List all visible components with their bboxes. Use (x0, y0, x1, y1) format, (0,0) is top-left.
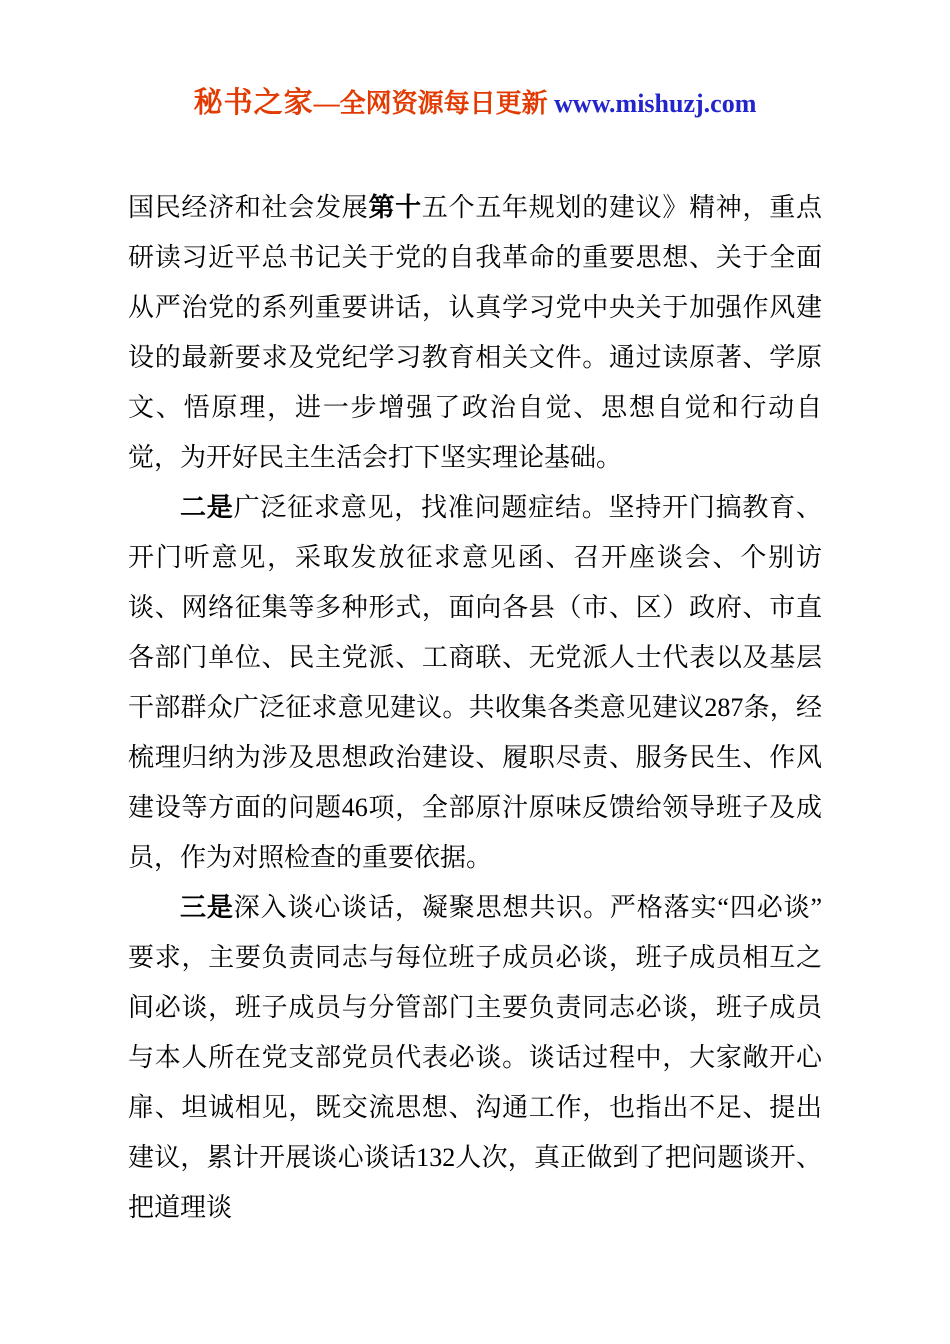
document-header (128, 84, 822, 123)
number-run: 46 (341, 793, 368, 822)
lead-in-bold: 二是 (180, 493, 234, 522)
text-run: 条，经梳理归纳为涉及思想政治建设、履职尽责、服务民生、作风建设等方面的问题 (128, 693, 822, 822)
text-run: 国民经济和社会发展 (128, 193, 369, 222)
paragraph-point-three (128, 883, 822, 1233)
text-run: 深入谈心谈话，凝聚思想共识。严格落实“四必谈”要求，主要负责同志与每位班子成员必谈，班子成员相互之间必谈，班子成员与分管部门主要负责同志必谈，班子成员与本人所在党支部党员代表必谈。谈话过程中，大家敞开心扉、坦诚相见，既交流思想、沟通工作，也指出不足、提出建议，累计开展谈心谈话 (128, 893, 822, 1172)
paragraph-point-two (128, 483, 822, 883)
site-url: www.mishuzj.com (554, 89, 757, 118)
site-brand: 秘书之家 (193, 87, 314, 119)
text-run: 项，全部原汁原味反馈给领导班子及成员，作为对照检查的重要依据。 (128, 793, 822, 872)
text-run: 广泛征求意见，找准问题症结。坚持开门搞教育、开门听意见，采取发放征求意见函、召开座谈会、个别访谈、网络征集等多种形式，面向各县（市、区）政府、市直各部门单位、民主党派、工商联、无党派人士代表以及基层干部群众广泛征求意见建议。共收集各类意见建议 (128, 493, 822, 722)
lead-in-bold: 三是 (180, 893, 234, 922)
paragraph-continuation (128, 183, 822, 483)
text-run: 五个五年规划的建议》精神，重点研读习近平总书记关于党的自我革命的重要思想、关于全面从严治党的系列重要讲话，认真学习党中央关于加强作风建设的最新要求及党纪学习教育相关文件。通过读原著、学原文、悟原理，进一步增强了政治自觉、思想自觉和行动自觉，为开好民主生活会打下坚实理论基础。 (128, 193, 822, 472)
number-run: 287 (704, 693, 744, 722)
text-run: 人次，真正做到了把问题谈开、把道理谈 (128, 1143, 822, 1222)
number-run: 132 (416, 1143, 456, 1172)
document-body (128, 183, 822, 1233)
site-tagline: —全网资源每日更新 (313, 89, 555, 118)
text-run-bold: 第十 (368, 193, 422, 222)
